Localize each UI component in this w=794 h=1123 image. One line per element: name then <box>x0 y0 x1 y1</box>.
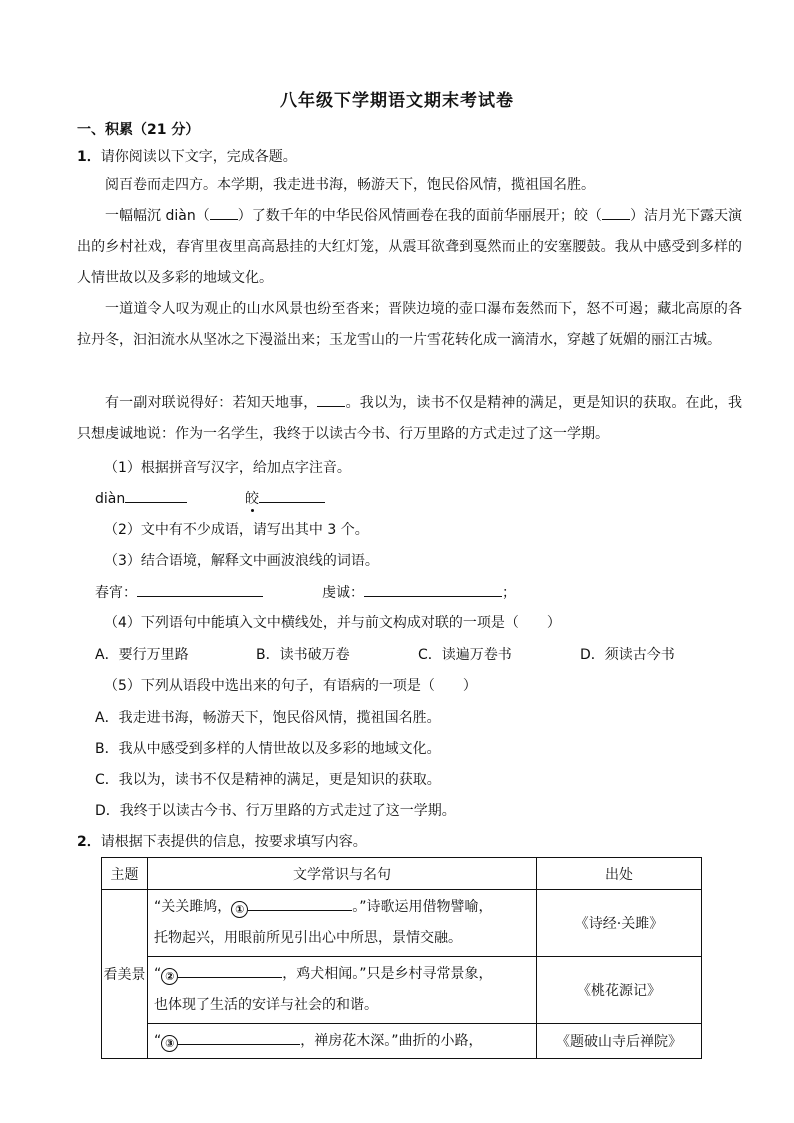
question-number: 2． <box>77 834 101 850</box>
subquestion-3: （3）结合语境，解释文中画波浪线的词语。 <box>104 553 379 569</box>
table-row <box>102 890 702 957</box>
header-content: 文学常识与名句 <box>148 858 537 890</box>
content-cell <box>148 890 537 957</box>
content-cell <box>148 957 537 1024</box>
char-answer <box>245 488 325 508</box>
answer-blank[interactable] <box>210 205 238 220</box>
definition-answer-2 <box>322 582 516 602</box>
question-stem: 请根据下表提供的信息，按要求填写内容。 <box>100 834 367 850</box>
answer-blank[interactable] <box>178 1030 300 1045</box>
option-b[interactable]: B．我从中感受到多样的人情世故以及多彩的地域文化。 <box>95 741 441 757</box>
literature-table <box>101 857 702 1059</box>
table-header-row <box>102 858 702 890</box>
header-source: 出处 <box>537 858 702 890</box>
answer-blank[interactable] <box>602 205 630 220</box>
quote-text: ，禅房花木深。”曲折的小路， <box>300 1032 483 1049</box>
section-heading: 一、积累（21 分） <box>77 122 200 138</box>
pinyin-answer <box>95 488 187 507</box>
answer-blank[interactable] <box>317 392 345 407</box>
definition-answer-1 <box>95 582 263 602</box>
blank-marker: ① <box>231 901 248 918</box>
question-number: 1． <box>77 149 101 165</box>
question-2 <box>77 831 367 851</box>
quote-text: “ <box>154 966 162 982</box>
option-a[interactable]: A．要行万里路 <box>95 647 189 663</box>
quote-text: “ <box>154 1032 162 1049</box>
quote-text: 。”诗歌运用借物譬喻， <box>352 899 493 915</box>
pinyin-label: diàn <box>95 491 126 507</box>
blank-marker: ③ <box>161 1035 178 1052</box>
question-stem: 请你阅读以下文字，完成各题。 <box>100 149 297 165</box>
term-label: 虔诚： <box>322 585 364 601</box>
answer-blank[interactable] <box>125 488 187 503</box>
question-1 <box>77 146 297 166</box>
source-cell: 《题破山寺后禅院》 <box>537 1024 702 1059</box>
option-a[interactable]: A．我走进书海，畅游天下，饱民俗风情，揽祖国名胜。 <box>95 710 441 726</box>
note-text: 也体现了生活的安详与社会的和谐。 <box>154 997 378 1013</box>
subquestion-2: （2）文中有不少成语，请写出其中 3 个。 <box>104 522 369 538</box>
theme-cell: 看美景 <box>102 890 148 1059</box>
passage-text: 。我以为，读书不仅是精神的满足，更是知识的获取。在此，我只想虔诚地说：作为一名学生，我终于以读古今书、行万里路的方式走过了这一学期。 <box>77 395 743 442</box>
note-text: 托物起兴，用眼前所见引出心中所思，景情交融。 <box>154 930 462 946</box>
source-cell: 《桃花源记》 <box>537 957 702 1024</box>
passage-paragraph-4 <box>77 388 742 450</box>
answer-blank[interactable] <box>178 963 282 978</box>
term-label: 春宵： <box>95 585 137 601</box>
passage-paragraph-1: 阅百卷而走四方。本学期，我走进书海，畅游天下，饱民俗风情，揽祖国名胜。 <box>105 177 595 193</box>
answer-blank[interactable] <box>137 582 263 597</box>
header-theme: 主题 <box>102 858 148 890</box>
answer-blank[interactable] <box>364 582 502 597</box>
table-row <box>102 1024 702 1059</box>
option-d[interactable]: D．须读古今书 <box>580 647 675 663</box>
subquestion-4: （4）下列语句中能填入文中横线处，并与前文构成对联的一项是（ ） <box>104 615 561 631</box>
page-title: 八年级下学期语文期末考试卷 <box>280 91 514 111</box>
dotted-char: 皎 <box>245 491 259 507</box>
option-b[interactable]: B．读书破万卷 <box>256 647 350 663</box>
option-d[interactable]: D．我终于以读古今书、行万里路的方式走过了这一学期。 <box>95 803 456 819</box>
answer-blank[interactable] <box>259 488 325 503</box>
passage-text: 一幅幅沉 diàn（ <box>105 208 210 224</box>
table-row <box>102 957 702 1024</box>
subquestion-5: （5）下列从语段中选出来的句子，有语病的一项是（ ） <box>104 678 477 694</box>
quote-text: ，鸡犬相闻。”只是乡村寻常景象， <box>282 966 493 982</box>
option-c[interactable]: C．读遍万卷书 <box>418 647 512 663</box>
option-c[interactable]: C．我以为，读书不仅是精神的满足，更是知识的获取。 <box>95 772 441 788</box>
content-cell <box>148 1024 537 1059</box>
blank-marker: ② <box>161 968 178 985</box>
answer-blank[interactable] <box>248 896 352 911</box>
passage-paragraph-3: 一道道令人叹为观止的山水风景也纷至沓来；晋陕边境的壶口瀑布轰然而下，怒不可遏；藏北高原的各拉丹冬，汩汩流水从坚冰之下漫溢出来；玉龙雪山的一片雪花转化成一滴清水，穿越了妩媚的丽江古城。 <box>77 301 742 348</box>
quote-text: “关关雎鸠， <box>154 899 232 915</box>
passage-text: ）了数千年的中华民俗风情画卷在我的面前华丽展开；皎（ <box>237 208 602 224</box>
passage-text: 有一副对联说得好：若知天地事， <box>105 395 318 411</box>
subquestion-1: （1）根据拼音写汉字，给加点字注音。 <box>104 460 351 476</box>
punctuation: ； <box>502 585 516 601</box>
passage-text: ）洁月光下露天演出的乡村社戏，春宵里夜里高高悬挂的大红灯笼，从震耳欲聋到戛然而止的安塞腰鼓。我从中感受到多样的人情世故以及多彩的地域文化。 <box>77 208 742 286</box>
passage-paragraph-2 <box>77 201 742 294</box>
source-cell: 《诗经·关雎》 <box>537 890 702 957</box>
